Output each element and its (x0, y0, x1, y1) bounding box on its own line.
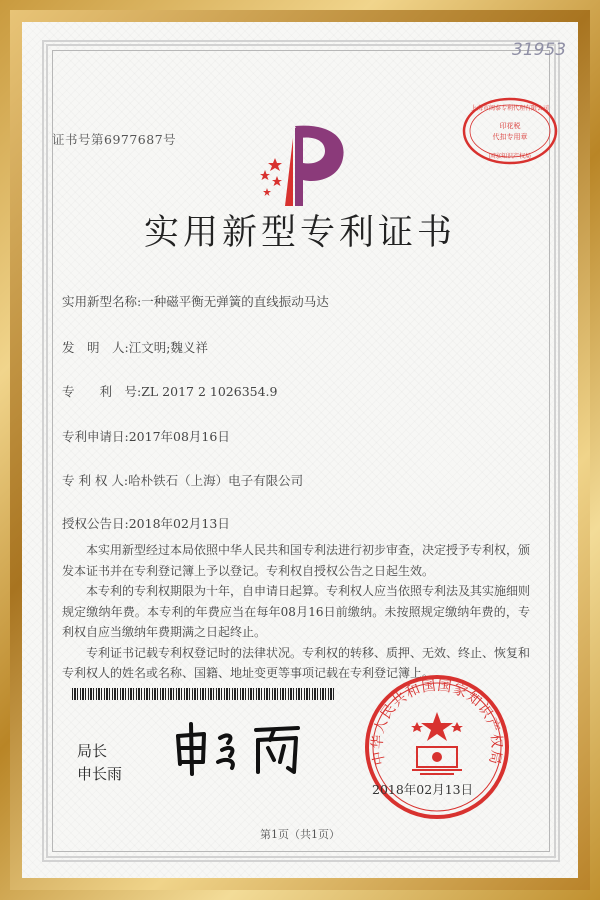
field-value: ZL 2017 2 1026354.9 (141, 384, 278, 399)
field-utility-model-name (62, 292, 329, 310)
page-number: 第1页（共1页） (260, 828, 340, 841)
seal-date: 2018年02月13日 (372, 782, 474, 797)
certificate-body (62, 540, 530, 684)
field-patent-number (62, 382, 278, 400)
field-inventor (62, 338, 208, 356)
official-seal (362, 672, 512, 822)
field-grant-date (62, 514, 230, 532)
body-paragraph: 本实用新型经过本局依照中华人民共和国专利法进行初步审查，决定授予专利权，颁发本证书并在专利登记簿上予以登记。专利权自授权公告之日起生效。 (62, 543, 531, 578)
field-label: 专利申请日: (62, 429, 129, 444)
agency-stamp (460, 95, 560, 167)
field-value: 哈朴铁石（上海）电子有限公司 (128, 473, 304, 488)
field-value: 江文明;魏义祥 (128, 340, 208, 355)
svg-text:代扣专用章: 代扣专用章 (492, 133, 528, 141)
field-patentee (62, 471, 303, 489)
certificate-title: 实用新型专利证书 (143, 213, 456, 253)
svg-text:上海市闽泰专利代理有限公司: 上海市闽泰专利代理有限公司 (470, 105, 550, 112)
field-value: 2017年08月16日 (128, 429, 230, 444)
barcode (72, 688, 336, 700)
body-paragraph: 专利证书记载专利权登记时的法律状况。专利权的转移、质押、无效、终止、恢复和专利权人的姓名或名称、国籍、地址变更等事项记载在专利登记簿上。 (62, 645, 531, 680)
svg-text:印花税: 印花税 (499, 122, 521, 130)
field-value: 一种磁平衡无弹簧的直线振动马达 (141, 294, 329, 309)
field-label: 专 利 权 人: (62, 473, 129, 488)
director-signature (170, 718, 310, 778)
field-label: 专 利 号: (62, 384, 142, 399)
director-title: 局长 (77, 742, 108, 760)
field-application-date (62, 427, 230, 445)
field-label: 实用新型名称: (62, 294, 142, 309)
director-name: 申长雨 (77, 765, 123, 783)
field-value: 2018年02月13日 (128, 516, 230, 531)
handwritten-number: 31953 (512, 40, 567, 60)
field-label: 授权公告日: (62, 516, 129, 531)
body-paragraph: 本专利的专利权期限为十年，自申请日起算。专利权人应当依照专利法及其实施细则规定缴纳年费。本专利的年费应当在每年08月16日前缴纳。未按照规定缴纳年费的，专利权自应当缴纳年费期满之日起终止。 (62, 584, 531, 639)
cnipa-logo-icon (255, 118, 350, 208)
svg-text:中华人民共和国国家知识产权局: 中华人民共和国国家知识产权局 (369, 677, 505, 767)
certificate-number: 证书号第6977687号 (52, 132, 177, 147)
field-label: 发 明 人: (62, 340, 129, 355)
svg-text:国家知识产权局: 国家知识产权局 (488, 153, 532, 160)
